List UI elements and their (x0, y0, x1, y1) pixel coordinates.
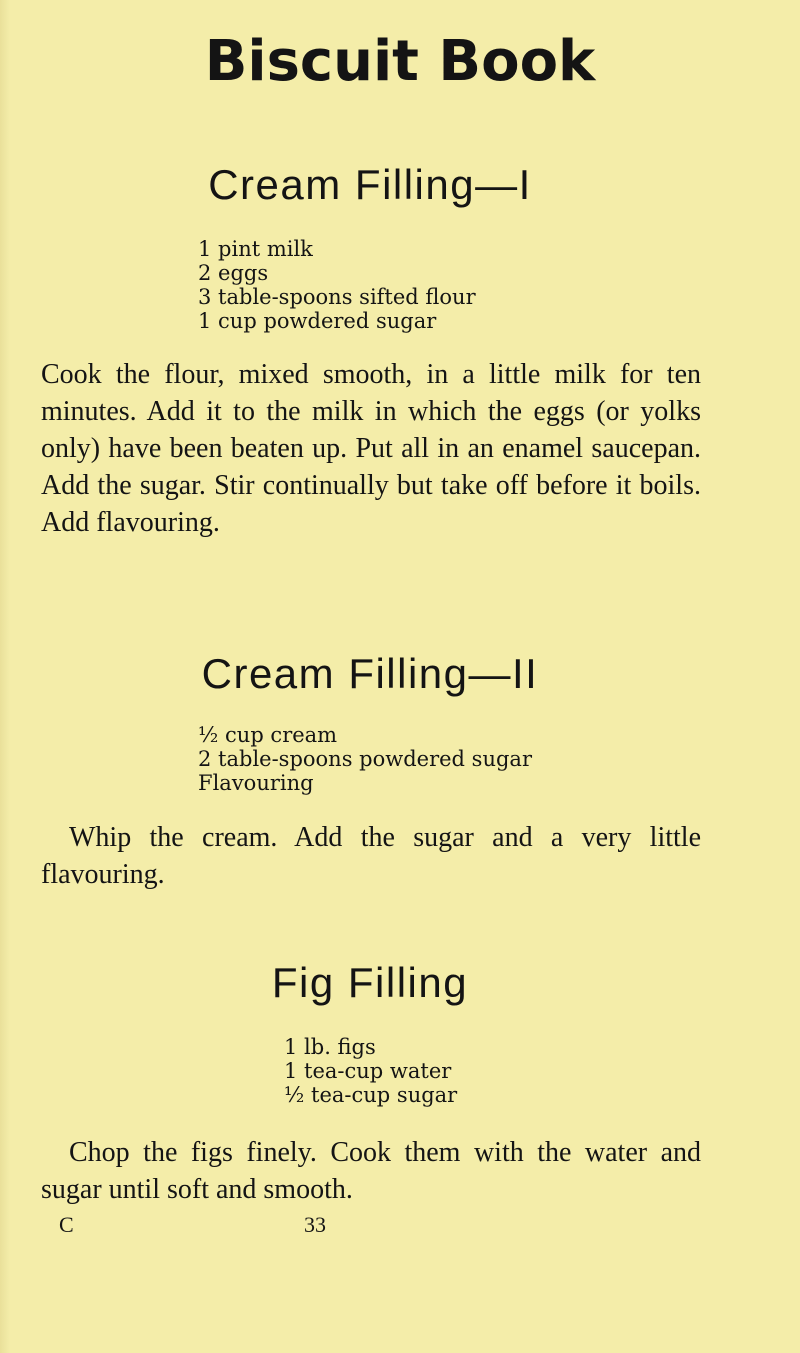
signature-mark: C (59, 1212, 74, 1237)
ingredient-list-fig-filling (284, 1035, 457, 1107)
ingredient-item: 2 eggs (198, 261, 269, 285)
ingredient-item: 2 table-spoons powdered sugar (198, 747, 532, 771)
ingredient-item: 1 pint milk (198, 237, 313, 261)
section-title-fig-filling: Fig Filling (271, 959, 469, 1006)
ingredient-item: 1 tea-cup water (284, 1059, 452, 1083)
ingredient-list-cream-filling-2 (198, 723, 532, 795)
method-cream-filling-2: Whip the cream. Add the sugar and a very little flavouring. (41, 822, 701, 890)
method-fig-filling: Chop the figs finely. Cook them with the water and sugar until soft and smooth. (41, 1137, 701, 1205)
ingredient-item: 3 table-spoons sifted flour (198, 285, 476, 309)
ingredient-item: ½ tea-cup sugar (284, 1083, 458, 1107)
section-title-cream-filling-1: Cream Filling—I (208, 161, 532, 208)
running-head: Biscuit Book (204, 29, 596, 94)
ingredient-item: ½ cup cream (198, 723, 338, 747)
section-title-cream-filling-2: Cream Filling—II (201, 650, 539, 697)
ingredient-list-cream-filling-1 (198, 237, 476, 333)
page-number: 33 (304, 1212, 326, 1237)
ingredient-item: Flavouring (198, 771, 314, 795)
method-cream-filling-1: Cook the flour, mixed smooth, in a little milk for ten minutes. Add it to the milk in which the eggs (or yolks only) have been beaten up. Put all in an enamel saucepan. Add the sugar. Stir continually but take off before it boils. Add flavouring. (41, 359, 701, 538)
ingredient-item: 1 cup powdered sugar (198, 309, 437, 333)
ingredient-item: 1 lb. figs (284, 1035, 376, 1059)
